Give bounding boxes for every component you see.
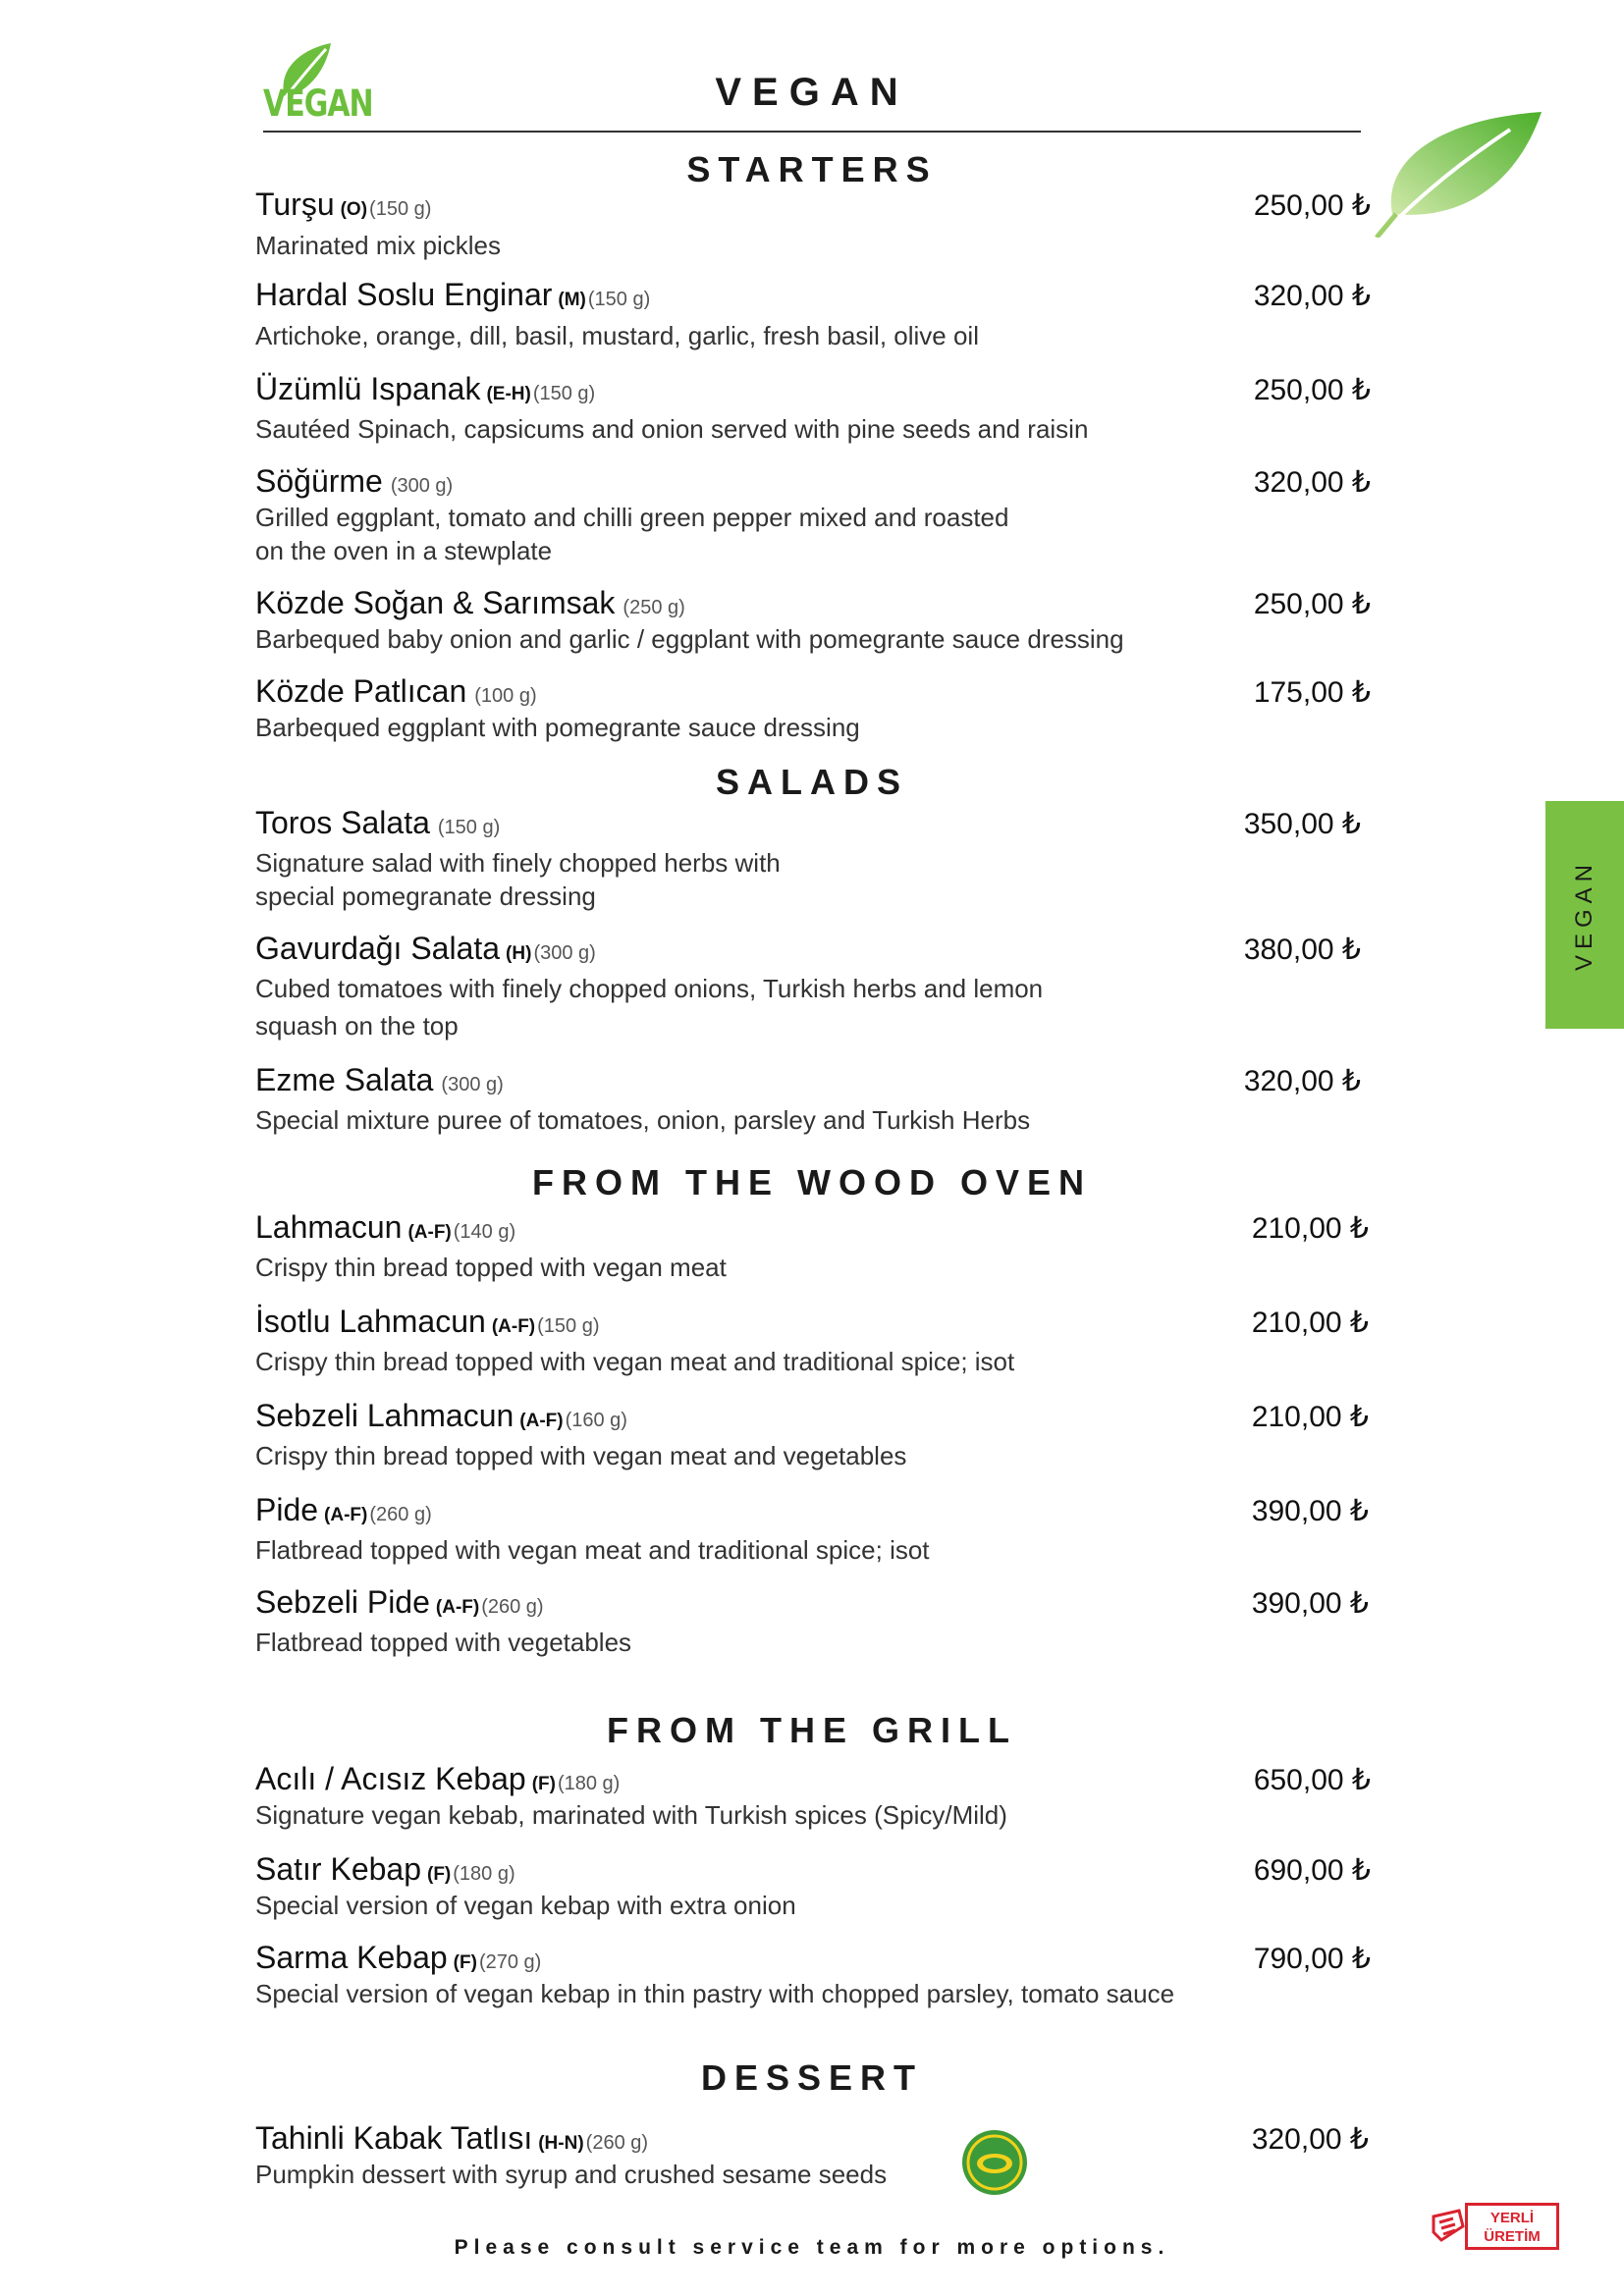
item-allergen-code: (A-F) [491,1316,536,1337]
item-price: 320,00 ₺ [1251,2123,1369,2156]
item-allergen-code: (F) [427,1864,452,1885]
item-weight: (250 g) [623,597,685,618]
menu-item-name-line [255,931,596,967]
item-weight: (300 g) [441,1074,504,1095]
menu-item-name-line [255,1851,515,1888]
menu-item-name-line [255,1209,515,1246]
item-description: Marinated mix pickles [255,231,501,260]
item-price: 250,00 ₺ [1253,588,1371,620]
item-description: Crispy thin bread topped with vegan meat and traditional spice; isot [255,1347,1015,1376]
item-description: Signature vegan kebab, marinated with Turkish spices (Spicy/Mild) [255,1800,1007,1830]
footer-note: Please consult service team for more options. [454,2236,1170,2259]
yerli-uretim-text-box [1465,2203,1559,2250]
item-description: Artichoke, orange, dill, basil, mustard, garlic, fresh basil, olive oil [255,321,979,350]
item-allergen-code: (A-F) [407,1222,452,1243]
item-price: 790,00 ₺ [1253,1943,1371,1975]
item-description: Special version of vegan kebap in thin pastry with chopped parsley, tomato sauce [255,1979,1175,2008]
item-weight: (270 g) [478,1951,542,1973]
section-heading-wood-oven: FROM THE WOOD OVEN [532,1162,1092,1202]
item-name: Közde Patlıcan [255,673,467,709]
item-price: 210,00 ₺ [1251,1307,1369,1339]
menu-item-name-line [255,1398,627,1434]
item-price: 175,00 ₺ [1253,676,1371,709]
item-weight: (300 g) [533,942,596,964]
item-description-line-2: on the oven in a stewplate [255,536,553,565]
item-price: 650,00 ₺ [1253,1764,1371,1796]
page-title: VEGAN [715,71,909,114]
item-weight: (150 g) [369,198,432,220]
item-allergen-code: (M) [558,290,586,310]
item-weight: (180 g) [453,1863,515,1885]
menu-item-name-line [255,1304,600,1340]
side-tab-vegan [1545,801,1624,1029]
yerli-uretim-logo [1430,2203,1563,2254]
item-name: Tahinli Kabak Tatlısı [255,2120,533,2156]
item-name: Hardal Soslu Enginar [255,277,553,312]
item-name: Satır Kebap [255,1851,421,1887]
item-weight: (100 g) [474,685,537,707]
uretim-text: ÜRETİM [1484,2228,1541,2245]
item-weight: (300 g) [390,475,454,497]
item-name: Acılı / Acısız Kebap [255,1761,526,1796]
menu-item-name-line [255,2120,648,2157]
item-description: Crispy thin bread topped with vegan meat [255,1253,727,1282]
item-description: Grilled eggplant, tomato and chilli green pepper mixed and roasted [255,503,1009,532]
item-price: 250,00 ₺ [1253,189,1371,222]
item-name: Sebzeli Pide [255,1584,430,1620]
item-price: 690,00 ₺ [1253,1854,1371,1887]
section-heading-salads: SALADS [715,762,908,802]
item-weight: (150 g) [532,383,596,404]
item-allergen-code: (F) [453,1952,477,1973]
item-allergen-code: (E-H) [486,384,531,404]
item-name: Közde Soğan & Sarımsak [255,585,616,620]
item-description-line-2: squash on the top [255,1011,459,1041]
item-description: Crispy thin bread topped with vegan meat and vegetables [255,1441,907,1470]
item-price: 210,00 ₺ [1251,1212,1369,1245]
item-name: Ezme Salata [255,1062,434,1097]
section-heading-dessert: DESSERT [700,2057,924,2098]
geographical-indication-seal-icon [960,2128,1029,2197]
item-name: Pide [255,1492,319,1527]
item-weight: (260 g) [369,1504,432,1525]
item-description: Special version of vegan kebap with extra onion [255,1891,796,1920]
item-price: 350,00 ₺ [1243,808,1361,840]
item-allergen-code: (H) [506,943,532,964]
item-name: Toros Salata [255,805,430,840]
item-description: Barbequed baby onion and garlic / eggplant with pomegrante sauce dressing [255,624,1124,654]
item-description: Flatbread topped with vegetables [255,1628,632,1657]
item-description: Special mixture puree of tomatoes, onion, parsley and Turkish Herbs [255,1105,1031,1135]
item-price: 320,00 ₺ [1253,280,1371,312]
handshake-icon [1430,2207,1467,2248]
yerli-text: YERLİ [1489,2210,1535,2226]
item-name: Gavurdağı Salata [255,931,501,966]
item-description: Sautéed Spinach, capsicums and onion served with pine seeds and raisin [255,414,1089,444]
item-name: Sarma Kebap [255,1940,448,1975]
section-heading-grill: FROM THE GRILL [607,1710,1017,1750]
item-description: Barbequed eggplant with pomegrante sauce dressing [255,713,860,742]
item-allergen-code: (O) [340,199,368,220]
item-name: Lahmacun [255,1209,403,1245]
item-allergen-code: (F) [531,1774,556,1794]
item-name: Söğürme [255,463,383,499]
title-divider [263,131,1361,133]
menu-item-name-line [255,1940,541,1976]
menu-item-name-line [255,585,685,621]
menu-item-name-line [255,463,453,500]
menu-item-name-line [255,187,431,223]
menu-item-name-line [255,673,537,710]
item-name: İsotlu Lahmacun [255,1304,486,1339]
menu-item-name-line [255,805,500,841]
menu-item-name-line [255,1584,544,1621]
item-allergen-code: (A-F) [519,1411,564,1431]
menu-item-name-line [255,371,595,407]
item-price: 320,00 ₺ [1243,1065,1361,1097]
item-allergen-code: (H-N) [538,2133,584,2154]
item-weight: (160 g) [565,1410,627,1431]
menu-item-name-line [255,1761,620,1797]
item-description: Pumpkin dessert with syrup and crushed sesame seeds [255,2160,888,2189]
item-weight: (260 g) [481,1596,544,1618]
item-name: Turşu [255,187,335,222]
menu-item-name-line [255,1492,432,1528]
item-price: 250,00 ₺ [1253,374,1371,406]
menu-item-name-line [255,277,650,313]
item-name: Üzümlü Ispanak [255,371,481,406]
item-weight: (150 g) [537,1315,600,1337]
item-weight: (260 g) [585,2132,649,2154]
item-allergen-code: (A-F) [435,1597,480,1618]
vegan-logo-text: VEGAN [263,82,373,126]
item-price: 390,00 ₺ [1251,1495,1369,1527]
item-price: 320,00 ₺ [1253,466,1371,499]
item-weight: (150 g) [587,289,651,310]
section-heading-starters: STARTERS [686,149,938,189]
item-description: Signature salad with finely chopped herbs with [255,848,781,878]
item-name: Sebzeli Lahmacun [255,1398,514,1433]
item-price: 210,00 ₺ [1251,1401,1369,1433]
item-allergen-code: (A-F) [324,1505,368,1525]
item-description: Cubed tomatoes with finely chopped onions, Turkish herbs and lemon [255,974,1044,1003]
item-price: 390,00 ₺ [1251,1587,1369,1620]
item-weight: (150 g) [437,817,501,838]
item-description-line-2: special pomegranate dressing [255,881,596,911]
item-description: Flatbread topped with vegan meat and traditional spice; isot [255,1535,930,1565]
item-price: 380,00 ₺ [1243,934,1361,966]
menu-item-name-line [255,1062,504,1098]
item-weight: (180 g) [557,1773,621,1794]
side-tab-label: VEGAN [1571,858,1597,972]
item-weight: (140 g) [453,1221,516,1243]
